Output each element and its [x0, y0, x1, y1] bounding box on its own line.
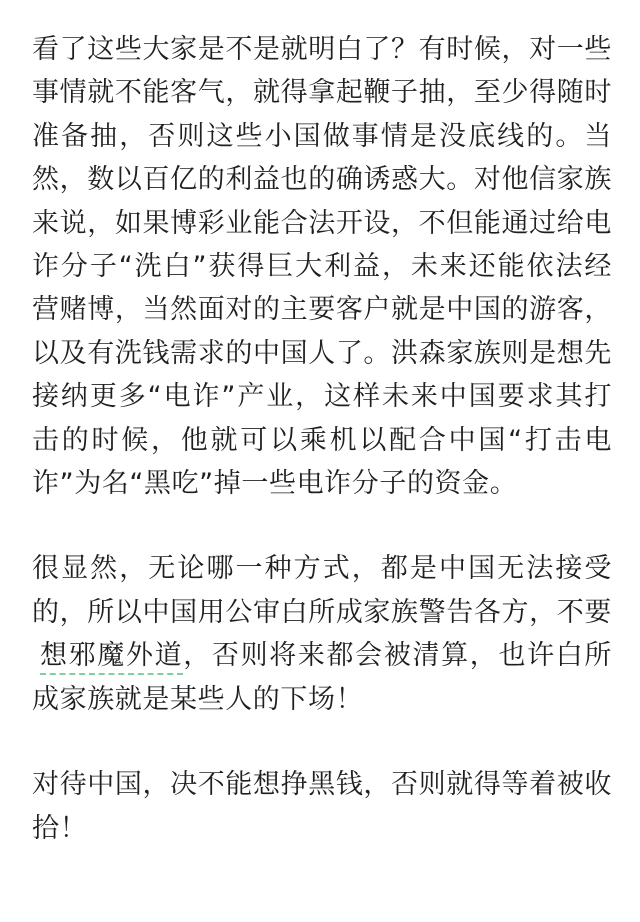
paragraph-2-text-after: ，否则将来都会被清算，也许白所成家族就是某些人的下场！: [32, 640, 613, 715]
paragraph-2: [32, 547, 612, 721]
paragraph-3: 对待中国，决不能想挣黑钱，否则就得等着被收拾！: [32, 769, 612, 844]
paragraph-2-text-before: 很显然，无论哪一种方式，都是中国无法接受的，所以中国用公审白所成家族警告各方，不要: [32, 553, 612, 628]
keyword-search-link[interactable]: 想邪魔外道: [40, 640, 183, 675]
paragraph-1: 看了这些大家是不是就明白了？有时候，对一些事情就不能客气，就得拿起鞭子抽，至少得随时准备抽，否则这些小国做事情是没底线的。当然，数以百亿的利益也的确诱惑大。对他信家族来说，如果博彩业能合法开设，不但能通过给电诈分子“洗白”获得巨大利益，未来还能依法经营赌博，当然面对的主要客户就是中国的游客，以及有洗钱需求的中国人了。洪森家族则是想先接纳更多“电诈”产业，这样未来中国要求其打击的时候，他就可以乘机以配合中国“打击电诈”为名“黑吃”掉一些电诈分子的资金。: [32, 34, 612, 500]
